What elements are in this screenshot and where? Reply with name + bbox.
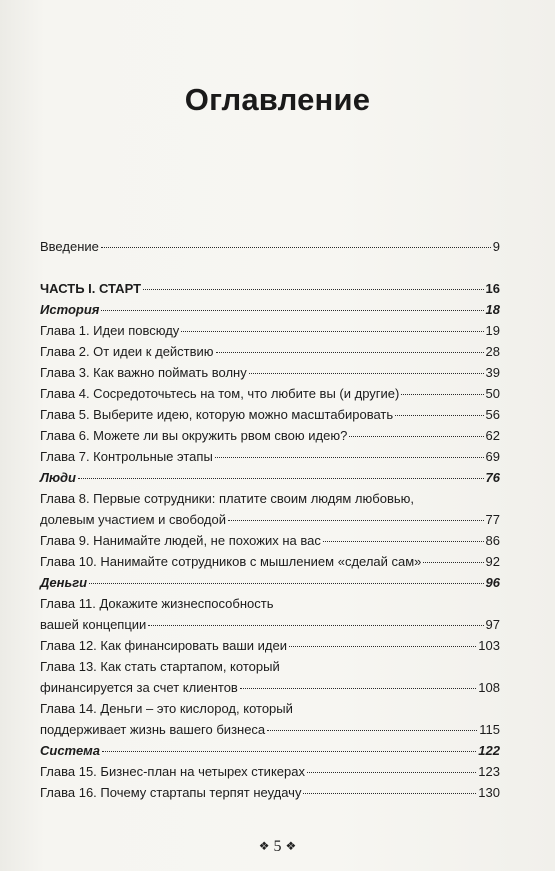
dot-leader [181,331,483,332]
dot-leader [228,520,484,521]
toc-entry-label: Введение [40,239,99,254]
dot-leader [101,310,483,311]
toc-section-label: История [40,302,100,317]
toc-entry-page: 115 [479,722,500,737]
toc-entry-page: 69 [485,449,500,464]
toc-entry-label: Глава 13. Как стать стартапом, который [40,659,280,674]
toc-entry-chapter-1 [40,320,500,341]
dot-leader [101,247,491,248]
toc-entry-chapter-15 [40,761,500,782]
toc-entry-label: Глава 14. Деньги – это кислород, который [40,701,293,716]
toc-entry-page: 9 [492,239,500,254]
toc-entry-page: 62 [485,428,500,443]
dot-leader [240,688,476,689]
toc-entry-chapter-5 [40,404,500,425]
toc-entry-label-continued: вашей концепции [40,617,147,632]
toc-entry-chapter-14 [40,698,500,740]
toc-entry-page: 50 [485,386,500,401]
toc-entry-page: 130 [478,785,500,800]
toc-entry-intro [40,236,500,257]
toc-part-page: 16 [485,281,500,296]
toc-entry-chapter-3 [40,362,500,383]
toc-entry-page: 92 [485,554,500,569]
toc-section-history [40,299,500,320]
toc-entry-chapter-7 [40,446,500,467]
toc-entry-page: 56 [485,407,500,422]
toc-entry-page: 108 [478,680,500,695]
toc-entry-label: Глава 4. Сосредоточьтесь на том, что любите вы (и другие) [40,386,400,401]
ornament-left-icon: ❖ [258,839,270,853]
page-footer [0,838,555,856]
toc-section-page: 122 [478,743,500,758]
dot-leader [102,751,476,752]
toc-section-page: 76 [485,470,500,485]
ornament-right-icon: ❖ [285,839,297,853]
toc-entry-chapter-12 [40,635,500,656]
toc-entry-chapter-16 [40,782,500,803]
dot-leader [216,352,484,353]
dot-leader [143,289,484,290]
dot-leader [303,793,476,794]
toc-section-system [40,740,500,761]
dot-leader [423,562,483,563]
toc-entry-page: 123 [478,764,500,779]
toc-entry-label: Глава 12. Как финансировать ваши идеи [40,638,287,653]
toc-entry-label: Глава 10. Нанимайте сотрудников с мышлением «сделай сам» [40,554,422,569]
toc-entry-label: Глава 1. Идеи повсюду [40,323,180,338]
toc-entry-chapter-8 [40,488,500,530]
toc-section-label: Система [40,743,101,758]
dot-leader [289,646,476,647]
dot-leader [307,772,476,773]
toc-entry-label: Глава 7. Контрольные этапы [40,449,213,464]
dot-leader [78,478,484,479]
table-of-contents [40,236,500,803]
toc-part-1 [40,278,500,299]
dot-leader [249,373,484,374]
toc-section-page: 18 [485,302,500,317]
toc-entry-label-continued: поддерживает жизнь вашего бизнеса [40,722,266,737]
dot-leader [89,583,483,584]
toc-entry-page: 19 [485,323,500,338]
toc-entry-label: Глава 9. Нанимайте людей, не похожих на вас [40,533,321,548]
toc-entry-label: Глава 3. Как важно поймать волну [40,365,247,380]
toc-entry-page: 39 [485,365,500,380]
toc-entry-page: 86 [485,533,500,548]
toc-entry-chapter-6 [40,425,500,446]
toc-entry-label: Глава 6. Можете ли вы окружить рвом свою идею? [40,428,348,443]
toc-entry-chapter-13 [40,656,500,698]
toc-section-page: 96 [485,575,500,590]
dot-leader [349,436,483,437]
toc-entry-chapter-9 [40,530,500,551]
toc-entry-page: 77 [485,512,500,527]
dot-leader [148,625,483,626]
toc-entry-label: Глава 5. Выберите идею, которую можно масштабировать [40,407,394,422]
toc-entry-chapter-11 [40,593,500,635]
page-number: 5 [273,838,282,855]
toc-section-people [40,467,500,488]
toc-entry-label: Глава 15. Бизнес-план на четырех стикерах [40,764,305,779]
toc-entry-label: Глава 2. От идеи к действию [40,344,214,359]
toc-entry-page: 28 [485,344,500,359]
toc-entry-page: 97 [485,617,500,632]
dot-leader [267,730,477,731]
toc-section-label: Люди [40,470,76,485]
toc-entry-label-continued: финансируется за счет клиентов [40,680,238,695]
page-title: Оглавление [184,82,371,117]
toc-part-label: ЧАСТЬ I. СТАРТ [40,281,142,296]
toc-entry-label: Глава 11. Докажите жизнеспособность [40,596,274,611]
dot-leader [215,457,484,458]
toc-entry-chapter-10 [40,551,500,572]
toc-entry-label-continued: долевым участием и свободой [40,512,226,527]
toc-entry-page: 103 [478,638,500,653]
toc-section-label: Деньги [40,575,88,590]
toc-entry-chapter-4 [40,383,500,404]
dot-leader [323,541,484,542]
toc-entry-chapter-2 [40,341,500,362]
toc-entry-label: Глава 16. Почему стартапы терпят неудачу [40,785,302,800]
dot-leader [395,415,483,416]
toc-section-money [40,572,500,593]
toc-entry-label: Глава 8. Первые сотрудники: платите своим людям любовью, [40,491,414,506]
dot-leader [401,394,483,395]
